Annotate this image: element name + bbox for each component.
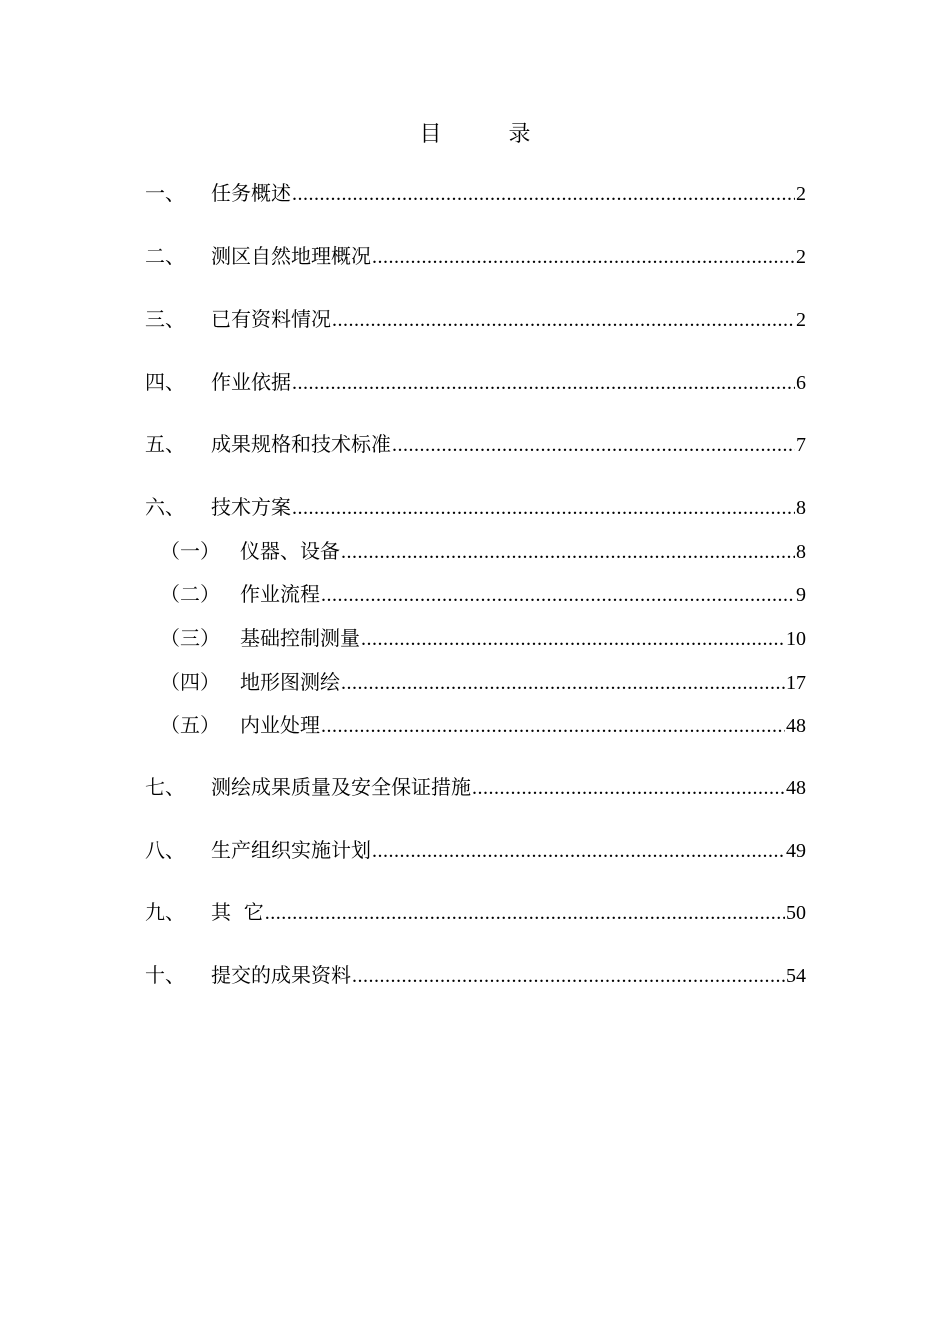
toc-leader-dots [372,836,785,866]
toc-entry-number: 三、 [145,307,185,331]
toc-subentry[interactable] [160,710,806,740]
toc-entry-label: 成果规格和技术标准 [211,432,391,456]
toc-entry-label: 仪器、设备 [240,539,340,563]
toc-entry[interactable] [145,897,806,927]
toc-subentry[interactable] [160,623,806,653]
toc-entry-number: 五、 [145,432,185,456]
toc-subentry[interactable] [160,667,806,697]
toc-entry-page: 2 [796,183,806,205]
toc-entry-number: 一、 [145,181,185,205]
toc-entry[interactable] [145,178,806,208]
toc-leader-dots [265,898,785,928]
toc-leader-dots [332,305,795,335]
toc-leader-dots [341,537,795,567]
toc-entry-page: 17 [786,672,806,694]
toc-entry-number: 十、 [145,963,185,987]
toc-entry-label: 生产组织实施计划 [211,838,371,862]
toc-entry-number: （一） [160,539,220,563]
toc-entry-number: 七、 [145,775,185,799]
toc-subentry[interactable] [160,579,806,609]
toc-entry-label: 地形图测绘 [240,670,340,694]
toc-entry-label: 任务概述 [211,181,291,205]
toc-entry-page: 49 [786,840,806,862]
toc-entry-page: 8 [796,497,806,519]
toc-leader-dots [292,493,795,523]
toc-entry-page: 2 [796,246,806,268]
toc-leader-dots [352,961,785,991]
toc-entry-number: （四） [160,670,220,694]
toc-entry-page: 50 [786,902,806,924]
toc-entry[interactable] [145,429,806,459]
toc-leader-dots [472,773,785,803]
toc-entry-label: 测区自然地理概况 [211,244,371,268]
toc-leader-dots [372,242,795,272]
toc-entry-label: 其 它 [211,900,264,924]
toc-entry-page: 2 [796,309,806,331]
toc-leader-dots [361,624,785,654]
toc-entry-number: 二、 [145,244,185,268]
toc-leader-dots [321,711,785,741]
toc-entry[interactable] [145,772,806,802]
toc-entry-label: 内业处理 [240,713,320,737]
toc-entry-label: 技术方案 [211,495,291,519]
toc-leader-dots [321,580,795,610]
toc-entry-page: 10 [786,628,806,650]
toc-entry-number: （五） [160,713,220,737]
toc-entry-number: 六、 [145,495,185,519]
toc-entry[interactable] [145,367,806,397]
toc-entry-label: 提交的成果资料 [211,963,351,987]
toc-entry-label: 作业依据 [211,370,291,394]
toc-entry-label: 基础控制测量 [240,626,360,650]
toc-entry-page: 8 [796,541,806,563]
toc-entry-label: 测绘成果质量及安全保证措施 [211,775,471,799]
toc-leader-dots [292,368,795,398]
toc-entry-label: 作业流程 [240,582,320,606]
toc-entry-number: 八、 [145,838,185,862]
toc-entry-number: （二） [160,582,220,606]
toc-entry-number: 四、 [145,370,185,394]
toc-subentry[interactable] [160,536,806,566]
toc-entry[interactable] [145,241,806,271]
toc-leader-dots [292,179,795,209]
toc-entry-label: 已有资料情况 [211,307,331,331]
toc-title: 目 录 [419,122,561,147]
toc-entry[interactable] [145,492,806,522]
toc-entry-page: 9 [796,584,806,606]
toc-entry[interactable] [145,835,806,865]
toc-entry-page: 7 [796,434,806,456]
toc-entry-number: （三） [160,626,220,650]
toc-entry-page: 48 [786,777,806,799]
toc-entry[interactable] [145,304,806,334]
toc-leader-dots [341,668,785,698]
toc-leader-dots [392,430,795,460]
toc-entry-page: 6 [796,372,806,394]
toc-entry-page: 54 [786,965,806,987]
toc-entry-number: 九、 [145,900,185,924]
toc-entry[interactable] [145,960,806,990]
toc-entry-page: 48 [786,715,806,737]
